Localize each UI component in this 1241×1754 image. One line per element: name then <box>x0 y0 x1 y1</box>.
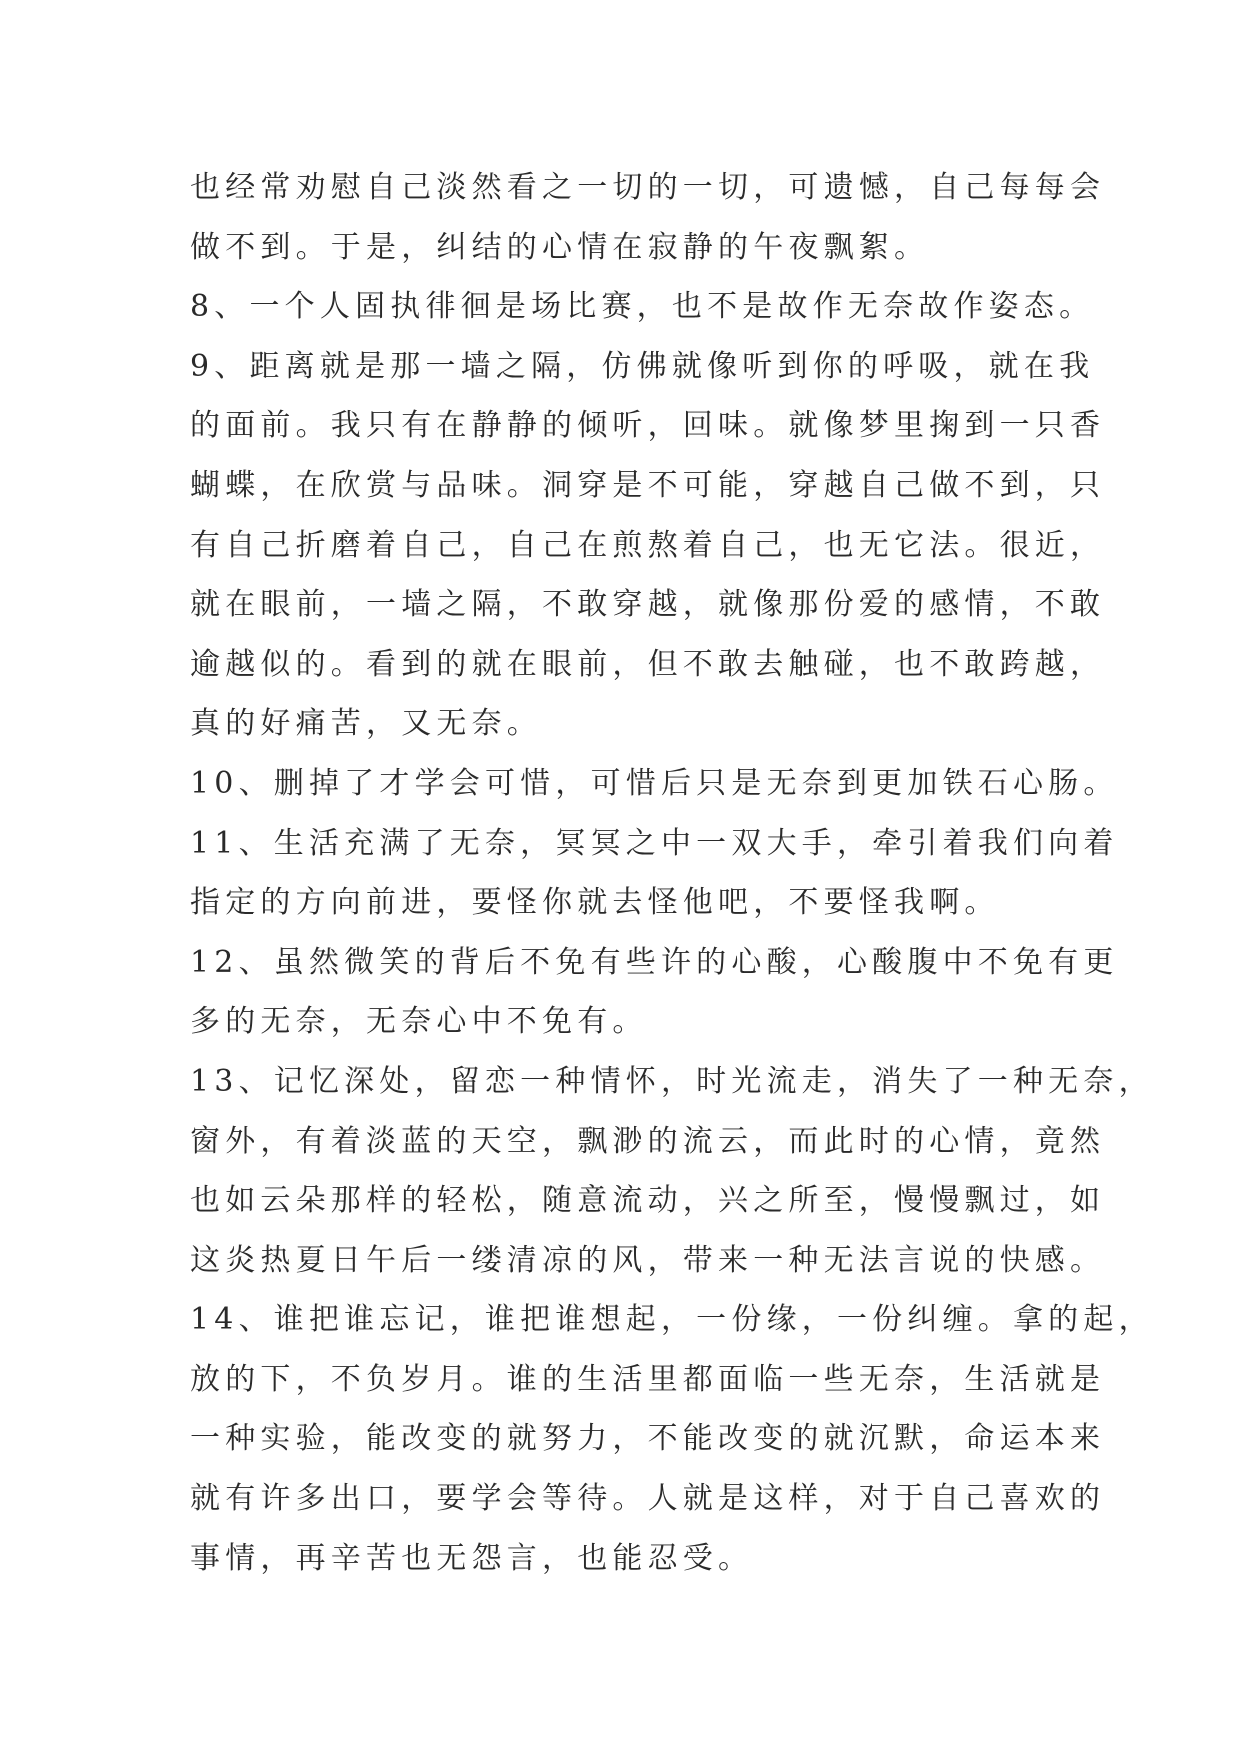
text-line: 有自己折磨着自己，自己在煎熬着自己，也无它法。很近， <box>190 527 1106 563</box>
text-line: 蝴蝶，在欣赏与品味。洞穿是不可能，穿越自己做不到，只 <box>190 467 1106 503</box>
text-line: 8、一个人固执徘徊是场比赛，也不是故作无奈故作姿态。 <box>190 289 1095 325</box>
text-line: 也经常劝慰自己淡然看之一切的一切，可遗憾，自己每每会 <box>190 170 1106 205</box>
text-line: 的面前。我只有在静静的倾听，回味。就像梦里掬到一只香 <box>190 408 1106 444</box>
text-line: 事情，再辛苦也无怨言，也能忍受。 <box>190 1540 754 1576</box>
text-line: 13、记忆深处，留恋一种情怀，时光流走，消失了一种无奈， <box>190 1063 1154 1099</box>
text-line: 做不到。于是，纠结的心情在寂静的午夜飘絮。 <box>190 229 930 265</box>
text-line: 9、距离就是那一墙之隔，仿佛就像听到你的呼吸，就在我 <box>190 348 1095 384</box>
text-line: 这炎热夏日午后一缕清凉的风，带来一种无法言说的快感。 <box>190 1242 1106 1278</box>
text-line: 也如云朵那样的轻松，随意流动，兴之所至，慢慢飘过，如 <box>190 1183 1106 1219</box>
text-line: 多的无奈，无奈心中不免有。 <box>190 1004 648 1040</box>
text-line: 窗外，有着淡蓝的天空，飘渺的流云，而此时的心情，竟然 <box>190 1123 1106 1159</box>
text-line: 就在眼前，一墙之隔，不敢穿越，就像那份爱的感情，不敢 <box>190 587 1106 623</box>
text-line: 就有许多出口，要学会等待。人就是这样，对于自己喜欢的 <box>190 1481 1106 1517</box>
text-line: 逾越似的。看到的就在眼前，但不敢去触碰，也不敢跨越， <box>190 646 1106 682</box>
text-line: 12、虽然微笑的背后不免有些许的心酸，心酸腹中不免有更 <box>190 944 1119 980</box>
text-line: 真的好痛苦，又无奈。 <box>190 706 542 742</box>
text-line: 11、生活充满了无奈，冥冥之中一双大手，牵引着我们向着 <box>190 825 1119 861</box>
text-line: 一种实验，能改变的就努力，不能改变的就沉默，命运本来 <box>190 1421 1106 1457</box>
text-line: 10、删掉了才学会可惜，可惜后只是无奈到更加铁石心肠。 <box>190 765 1119 801</box>
document-body <box>190 158 1154 1588</box>
text-line: 指定的方向前进，要怪你就去怪他吧，不要怪我啊。 <box>190 885 1000 921</box>
text-line: 放的下，不负岁月。谁的生活里都面临一些无奈，生活就是 <box>190 1361 1106 1397</box>
text-line: 14、谁把谁忘记，谁把谁想起，一份缘，一份纠缠。拿的起， <box>190 1302 1154 1338</box>
